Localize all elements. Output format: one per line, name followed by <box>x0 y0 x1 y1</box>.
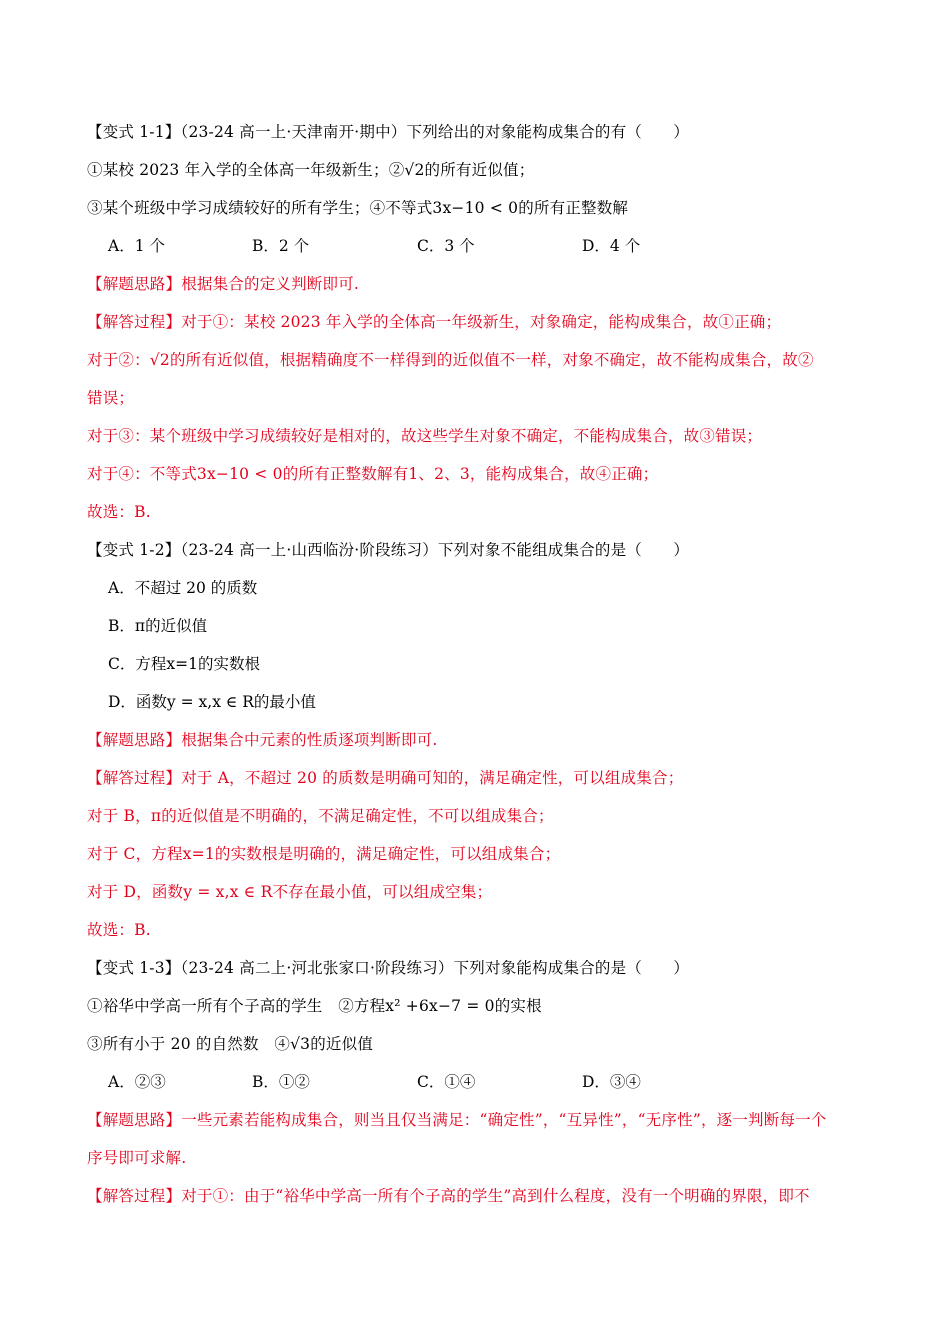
problem-1-idea: 【解题思路】根据集合的定义判断即可. <box>87 275 360 293</box>
problem-1-stem-line: ③某个班级中学习成绩较好的所有学生；④不等式3x−10 < 0的所有正整数解 <box>87 199 629 217</box>
problem-3-process-line: 【解答过程】对于①：由于“裕华中学高一所有个子高的学生”高到什么程度，没有一个明确的界限，即不 <box>87 1187 810 1205</box>
problem-1-process-line: 【解答过程】对于①：某校 2023 年入学的全体高一年级新生，对象确定，能构成集合，故①正确； <box>87 313 782 331</box>
problem-2-option-a: A．不超过 20 的质数 <box>108 579 258 597</box>
problem-1-process-line: 对于②：√2的所有近似值，根据精确度不一样得到的近似值不一样，对象不确定，故不能构成集合，故② <box>87 351 814 369</box>
problem-2-option-b: B．π的近似值 <box>108 617 208 635</box>
problem-3-option-d: D．③④ <box>582 1073 641 1091</box>
problem-1-answer: 故选：B. <box>87 503 151 521</box>
problem-2-option-c: C．方程x=1的实数根 <box>108 655 260 673</box>
problem-1-option-b: B．2 个 <box>252 237 310 255</box>
problem-2-header: 【变式 1-2】（23-24 高一上·山西临汾·阶段练习）下列对象不能组成集合的是（ ） <box>87 541 690 559</box>
problem-3-option-b: B．①② <box>252 1073 310 1091</box>
problem-3-stem-line: ③所有小于 20 的自然数 ④√3的近似值 <box>87 1035 374 1053</box>
problem-1-stem-line: ①某校 2023 年入学的全体高一年级新生；②√2的所有近似值； <box>87 161 535 179</box>
problem-1-option-c: C．3 个 <box>417 237 475 255</box>
problem-3-idea-line: 【解题思路】一些元素若能构成集合，则当且仅当满足：“确定性”，“互异性”，“无序性”，逐一判断每一个 <box>87 1111 827 1129</box>
problem-3-stem-line: ①裕华中学高一所有个子高的学生 ②方程x² +6x−7 = 0的实根 <box>87 997 542 1015</box>
problem-2-idea: 【解题思路】根据集合中元素的性质逐项判断即可. <box>87 731 438 749</box>
problem-1-process-line: 错误； <box>87 389 135 407</box>
problem-2-answer: 故选：B. <box>87 921 151 939</box>
problem-3-idea-line: 序号即可求解. <box>87 1149 187 1167</box>
problem-3-header: 【变式 1-3】（23-24 高二上·河北张家口·阶段练习）下列对象能构成集合的是（ ） <box>87 959 690 977</box>
problem-2-process-line: 对于 D，函数y = x,x ∈ R不存在最小值，可以组成空集； <box>87 883 493 901</box>
problem-1-header: 【变式 1-1】（23-24 高一上·天津南开·期中）下列给出的对象能构成集合的有（ ） <box>87 123 690 141</box>
problem-3-option-a: A．②③ <box>108 1073 166 1091</box>
problem-2-process-line: 对于 C，方程x=1的实数根是明确的，满足确定性，可以组成集合； <box>87 845 561 863</box>
problem-1-process-line: 对于④：不等式3x−10 < 0的所有正整数解有1、2、3，能构成集合，故④正确； <box>87 465 659 483</box>
problem-2-process-line: 对于 B，π的近似值是不明确的，不满足确定性，不可以组成集合； <box>87 807 554 825</box>
problem-2-option-d: D．函数y = x,x ∈ R的最小值 <box>108 693 316 711</box>
problem-1-option-a: A．1 个 <box>108 237 165 255</box>
problem-1-option-d: D．4 个 <box>582 237 641 255</box>
problem-3-option-c: C．①④ <box>417 1073 476 1091</box>
problem-1-process-line: 对于③：某个班级中学习成绩较好是相对的，故这些学生对象不确定，不能构成集合，故③错误； <box>87 427 763 445</box>
problem-2-process-line: 【解答过程】对于 A，不超过 20 的质数是明确可知的，满足确定性，可以组成集合； <box>87 769 684 787</box>
